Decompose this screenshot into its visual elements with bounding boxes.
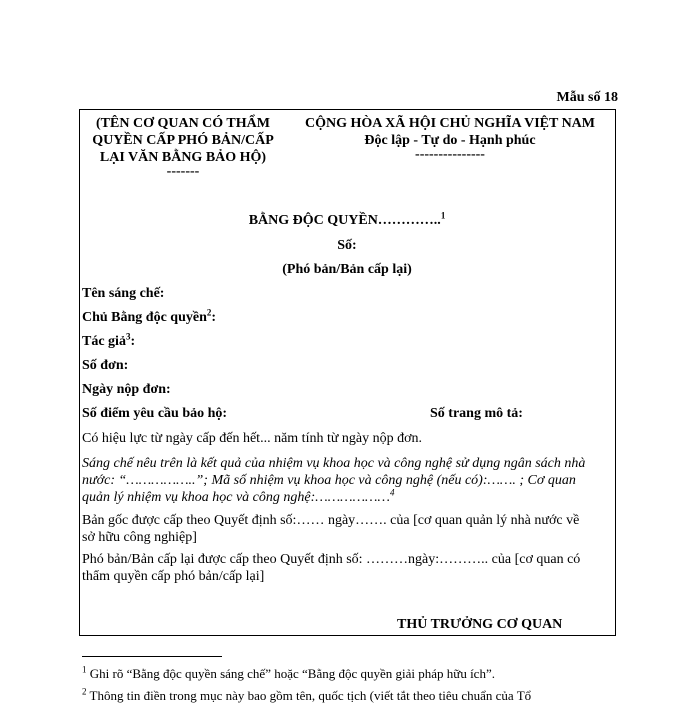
original-line-1: Bản gốc được cấp theo Quyết định số:…… ngày……. của [cơ quan quản lý nhà nước về [82, 513, 580, 528]
claims-count-label: Số điểm yêu cầu bảo hộ: [82, 406, 228, 421]
research-task-line-3: quản lý nhiệm vụ khoa học và công nghệ:……………… [82, 490, 390, 505]
copy-issuance-statement [82, 551, 612, 585]
description-pages-label: Số trang mô tả: [430, 406, 523, 421]
research-task-line-2: nước: “……………..”; Mã số nhiệm vụ khoa học và công nghệ (nếu có):……. ; Cơ quan [82, 473, 576, 488]
national-rule: --------------- [415, 147, 485, 162]
owner-label [82, 307, 217, 326]
original-line-2: sở hữu công nghiệp] [82, 530, 197, 545]
owner-footnote-mark: 2 [206, 307, 212, 318]
research-task-statement [82, 455, 612, 506]
agency-header [82, 115, 284, 178]
certificate-number-label: Số: [337, 238, 357, 253]
footnote-2-text: Thông tin điền trong mục này bao gồm tên, quốc tịch (viết tắt theo tiêu chuẩn của Tổ [89, 688, 532, 703]
signature-title: THỦ TRƯỞNG CƠ QUAN [397, 617, 563, 632]
copy-line-2: thẩm quyền cấp phó bản/cấp lại] [82, 569, 265, 584]
invention-name-label: Tên sáng chế: [82, 286, 165, 301]
agency-line-3: LẠI VĂN BẰNG BẢO HỘ) [99, 150, 267, 165]
research-task-footnote-mark: 4 [389, 487, 395, 498]
research-task-line-3-wrap [82, 489, 612, 506]
title-footnote-mark: 1 [440, 210, 446, 221]
agency-rule: ------- [166, 164, 200, 179]
owner-label-text: Chủ Bằng độc quyền [82, 310, 207, 325]
form-number: Mẫu số 18 [556, 90, 618, 105]
certificate-title-text: BẰNG ĐỘC QUYỀN………….. [248, 213, 441, 228]
validity-statement: Có hiệu lực từ ngày cấp đến hết... năm tính từ ngày nộp đơn. [82, 431, 423, 446]
footnote-2 [82, 688, 682, 704]
author-label [82, 331, 136, 350]
footnote-1-mark: 1 [82, 664, 87, 675]
agency-line-2: QUYỀN CẤP PHÓ BẢN/CẤP [92, 133, 274, 148]
research-task-line-1: Sáng chế nêu trên là kết quả của nhiệm vụ khoa học và công nghệ sử dụng ngân sách nhà [82, 456, 586, 471]
certificate-subtitle: (Phó bản/Bản cấp lại) [282, 262, 412, 277]
footnote-1-text: Ghi rõ “Bằng độc quyền sáng chế” hoặc “Bằng độc quyền giải pháp hữu ích”. [89, 666, 495, 681]
owner-colon: : [211, 310, 217, 325]
footnote-1 [82, 666, 682, 682]
national-line-1: CỘNG HÒA XÃ HỘI CHỦ NGHĨA VIỆT NAM [304, 116, 595, 131]
footnote-2-mark: 2 [82, 688, 87, 697]
filing-date-label: Ngày nộp đơn: [82, 382, 171, 397]
certificate-title [82, 210, 612, 229]
national-header [285, 115, 615, 161]
copy-line-1: Phó bản/Bản cấp lại được cấp theo Quyết định số: ………ngày:……….. của [cơ quan có [82, 552, 581, 567]
agency-line-1: (TÊN CƠ QUAN CÓ THẨM [96, 116, 270, 131]
footnote-separator [82, 656, 222, 657]
national-line-2: Độc lập - Tự do - Hạnh phúc [364, 133, 536, 148]
author-label-text: Tác giả [82, 334, 126, 349]
application-number-label: Số đơn: [82, 358, 129, 373]
original-issuance-statement [82, 512, 612, 546]
author-colon: : [130, 334, 136, 349]
author-footnote-mark: 3 [125, 331, 131, 342]
